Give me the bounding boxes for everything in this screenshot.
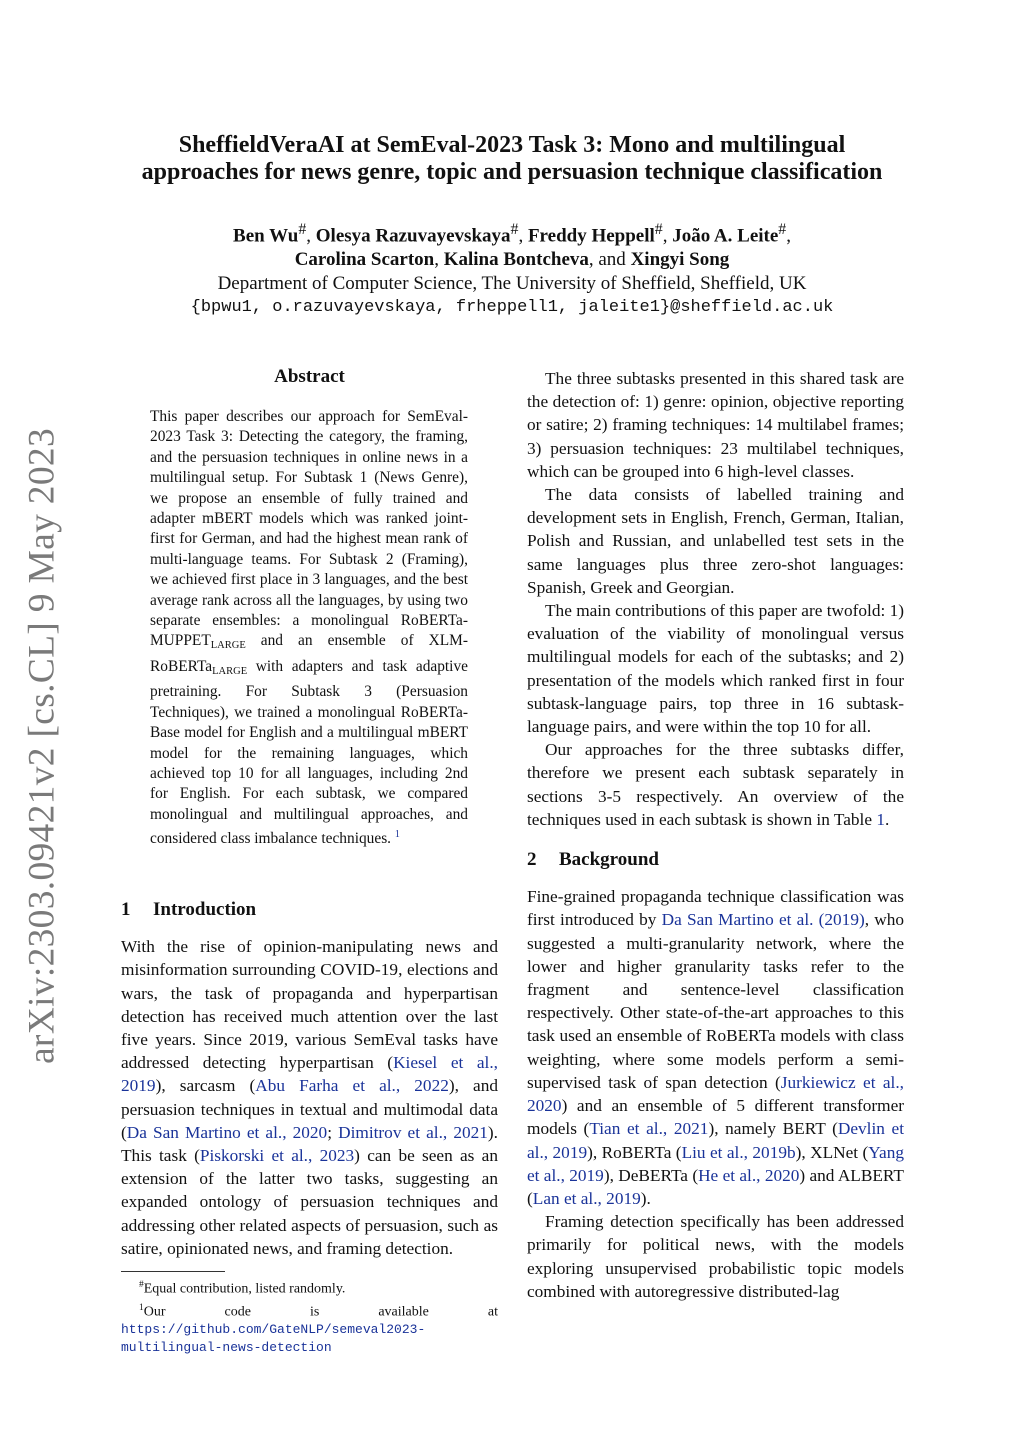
table-reference-link[interactable]: 1 <box>876 809 885 829</box>
footnote-text: Equal contribution, listed randomly. <box>143 1281 346 1297</box>
author-line-2: Carolina Scarton, Kalina Bontcheva, and Xingyi Song <box>294 249 730 271</box>
paragraph: Framing detection specifically has been addressed primarily for political news, with the models exploring unsupervised probabilistic topic models combined with autoregressive distributed-lag <box>527 1212 904 1301</box>
footnote-rule <box>121 1271 225 1272</box>
footnote-link[interactable]: 1 <box>394 829 400 841</box>
citation-link[interactable]: Liu et al., 2019b <box>681 1142 796 1162</box>
paragraph: The main contributions of this paper are twofold: 1) evaluation of the viability of monolingual versus multilingual models for each of the subtasks; and 2) presentation of the models which ranked first in four subtask-language pairs, top three in 16 subtask-language pairs, and were within the top 10 for all. <box>527 601 904 737</box>
author-name: João A. Leite <box>672 225 779 247</box>
author-block <box>90 218 934 320</box>
text: ), sarcasm ( <box>155 1076 256 1096</box>
author-name: Xingyi Song <box>630 249 730 271</box>
text: ), RoBERTa ( <box>587 1142 682 1162</box>
intro-paragraph <box>121 935 498 1260</box>
author-name: Olesya Razuvayevskaya <box>315 225 511 247</box>
text: ), namely BERT ( <box>708 1119 838 1139</box>
citation-link[interactable]: Da San Martino et al. (2019) <box>661 910 865 930</box>
citation-link[interactable]: Da San Martino et al., 2020 <box>126 1122 328 1142</box>
section-number: 2 <box>527 849 537 871</box>
equal-mark: # <box>510 221 519 238</box>
citation-link[interactable]: He et al., 2020 <box>698 1165 800 1185</box>
text: ), DeBERTa ( <box>603 1165 699 1185</box>
abstract-text: with adapters and task adaptive pretraining. For Subtask 3 (Persuasion Techniques), we trained a monolingual RoBERTa-Base model for English and a multilingual mBERT model for the remaining languages, which achieved top 10 for all languages, including 2nd for English. For each subtask, we compared monolingual and multilingual approaches, and considered class imbalance techniques. <box>150 657 468 848</box>
text: With the rise of opinion-manipulating news and misinformation surrounding COVID-19, elections and wars, the task of propaganda and hyperpartisan detection has received much attention over the last five years. Since 2019, various SemEval tasks have addressed detecting hyperpartisan ( <box>121 937 498 1073</box>
text: ) and an ensemble of 5 different transformer models ( <box>527 1096 904 1139</box>
author-name: Carolina Scarton <box>294 249 435 271</box>
arxiv-stamp-text: arXiv:2303.09421v2 [cs.CL] 9 May 2023 <box>21 427 63 1065</box>
equal-mark: # <box>778 221 787 238</box>
background-paragraph <box>527 885 904 1210</box>
subscript: LARGE <box>212 665 248 677</box>
citation-link[interactable]: Tian et al., 2021 <box>589 1119 709 1139</box>
paper-title <box>90 132 934 186</box>
text: ), and persuasion techniques in textual and multimodal data ( <box>121 1076 498 1142</box>
citation-link[interactable]: Lan et al., 2019 <box>532 1188 641 1208</box>
author-name: Ben Wu <box>233 225 299 247</box>
text: ). <box>640 1188 651 1208</box>
paragraph: The three subtasks presented in this shared task are the detection of: 1) genre: opinion, objective reporting or satire; 2) framing techniques: 14 multilabel frames; 3) persuasion techniques: 23 multilabel techniques, which can be grouped into 6 high-level classes. <box>527 369 904 481</box>
paragraph: The data consists of labelled training and development sets in English, French, German, Italian, Polish and Russian, and unlabelled test sets in the same languages plus three zero-shot languages: Spanish, Greek and Georgian. <box>527 485 904 597</box>
citation-link[interactable]: Piskorski et al., 2023 <box>199 1146 355 1166</box>
citation-link[interactable]: Abu Farha et al., 2022 <box>255 1076 449 1096</box>
text: ) can be seen as an extension of the latter two tasks, suggesting an expanded ontology of persuasion techniques and addressing other related aspects of persuasion, such as satire, opinionated news, and framing detection. <box>121 1146 498 1258</box>
text: ) and ALBERT ( <box>527 1165 904 1208</box>
github-link[interactable]: https://github.com/GateNLP/semeval2023-multilingual-news-detection <box>121 1322 426 1356</box>
abstract-text: and an ensemble of XLM-RoBERTa <box>150 632 468 675</box>
abstract-heading: Abstract <box>274 366 345 387</box>
section-heading <box>121 898 498 921</box>
section-title: Background <box>559 849 659 871</box>
author-emails: {bpwu1, o.razuvayevskaya, frheppell1, jaleite1}@sheffield.ac.uk <box>190 298 834 318</box>
abstract-text: This paper describes our approach for SemEval-2023 Task 3: Detecting the category, the framing, and the persuasion techniques in online news in a multilingual setup. For Subtask 1 (News Genre), we propose an ensemble of fully trained and adapter mBERT models which was ranked joint-first for German, and had the highest mean rank of multi-language teams. For Subtask 2 (Framing), we achieved first place in 3 languages, and the best average rank across all the languages, by using two separate ensembles: a monolingual RoBERTa-MUPPET <box>150 408 468 650</box>
equal-mark: # <box>298 221 307 238</box>
equal-mark: # <box>654 221 663 238</box>
author-name: Freddy Heppell <box>527 225 655 247</box>
footnote-equal <box>121 1276 498 1299</box>
text: Our approaches for the three subtasks differ, therefore we present each subtask separately in sections 3-5 respectively. An overview of the techniques used in each subtask is shown in Table <box>527 740 904 829</box>
footnote-code <box>121 1299 498 1358</box>
text: ; <box>327 1122 339 1142</box>
text: , who suggested a multi-granularity network, where the lower and higher granularity tasks refer to the fragment and sentence-level classification respectively. Other state-of-the-art approaches to this task used an ensemble of RoBERTa models with class weighting, where some models perform a semi-supervised task of span detection ( <box>527 910 905 1092</box>
introduction-section <box>121 898 498 1260</box>
section-heading <box>527 848 904 871</box>
title-line-2: approaches for news genre, topic and persuasion technique classification <box>141 159 883 185</box>
footnote-mark: 1 <box>139 1302 144 1313</box>
citation-link[interactable]: Dimitrov et al., 2021 <box>338 1122 488 1142</box>
author-conjunction: and <box>598 249 626 271</box>
arxiv-stamp <box>18 427 66 1065</box>
footnotes <box>121 1276 498 1357</box>
section-number: 1 <box>121 899 131 920</box>
citation-link[interactable]: Yang et al., 2019 <box>527 1142 904 1185</box>
paragraph <box>527 738 904 831</box>
right-column <box>527 367 904 1303</box>
text: ), XLNet ( <box>795 1142 869 1162</box>
affiliation: Department of Computer Science, The University of Sheffield, Sheffield, UK <box>217 273 807 295</box>
citation-link[interactable]: Kiesel et al., 2019 <box>121 1053 499 1096</box>
section-title: Introduction <box>153 899 257 920</box>
footnote-text: Our code is available at <box>143 1304 498 1320</box>
footnote-mark: # <box>139 1280 144 1290</box>
title-line-1: SheffieldVeraAI at SemEval-2023 Task 3: Mono and multilingual <box>178 132 846 158</box>
abstract-body <box>150 407 468 850</box>
text: ). This task ( <box>121 1122 498 1166</box>
author-name: Kalina Bontcheva <box>443 249 589 271</box>
text: Fine-grained propaganda technique classification was first introduced by <box>527 887 904 930</box>
subscript: LARGE <box>210 640 246 652</box>
author-line-1: Ben Wu#, Olesya Razuvayevskaya#, Freddy Heppell#, João A. Leite#, <box>233 221 791 247</box>
citation-link[interactable]: Jurkiewicz et al., 2020 <box>527 1072 904 1116</box>
text: . <box>884 809 890 829</box>
citation-link[interactable]: Devlin et al., 2019 <box>527 1119 904 1162</box>
